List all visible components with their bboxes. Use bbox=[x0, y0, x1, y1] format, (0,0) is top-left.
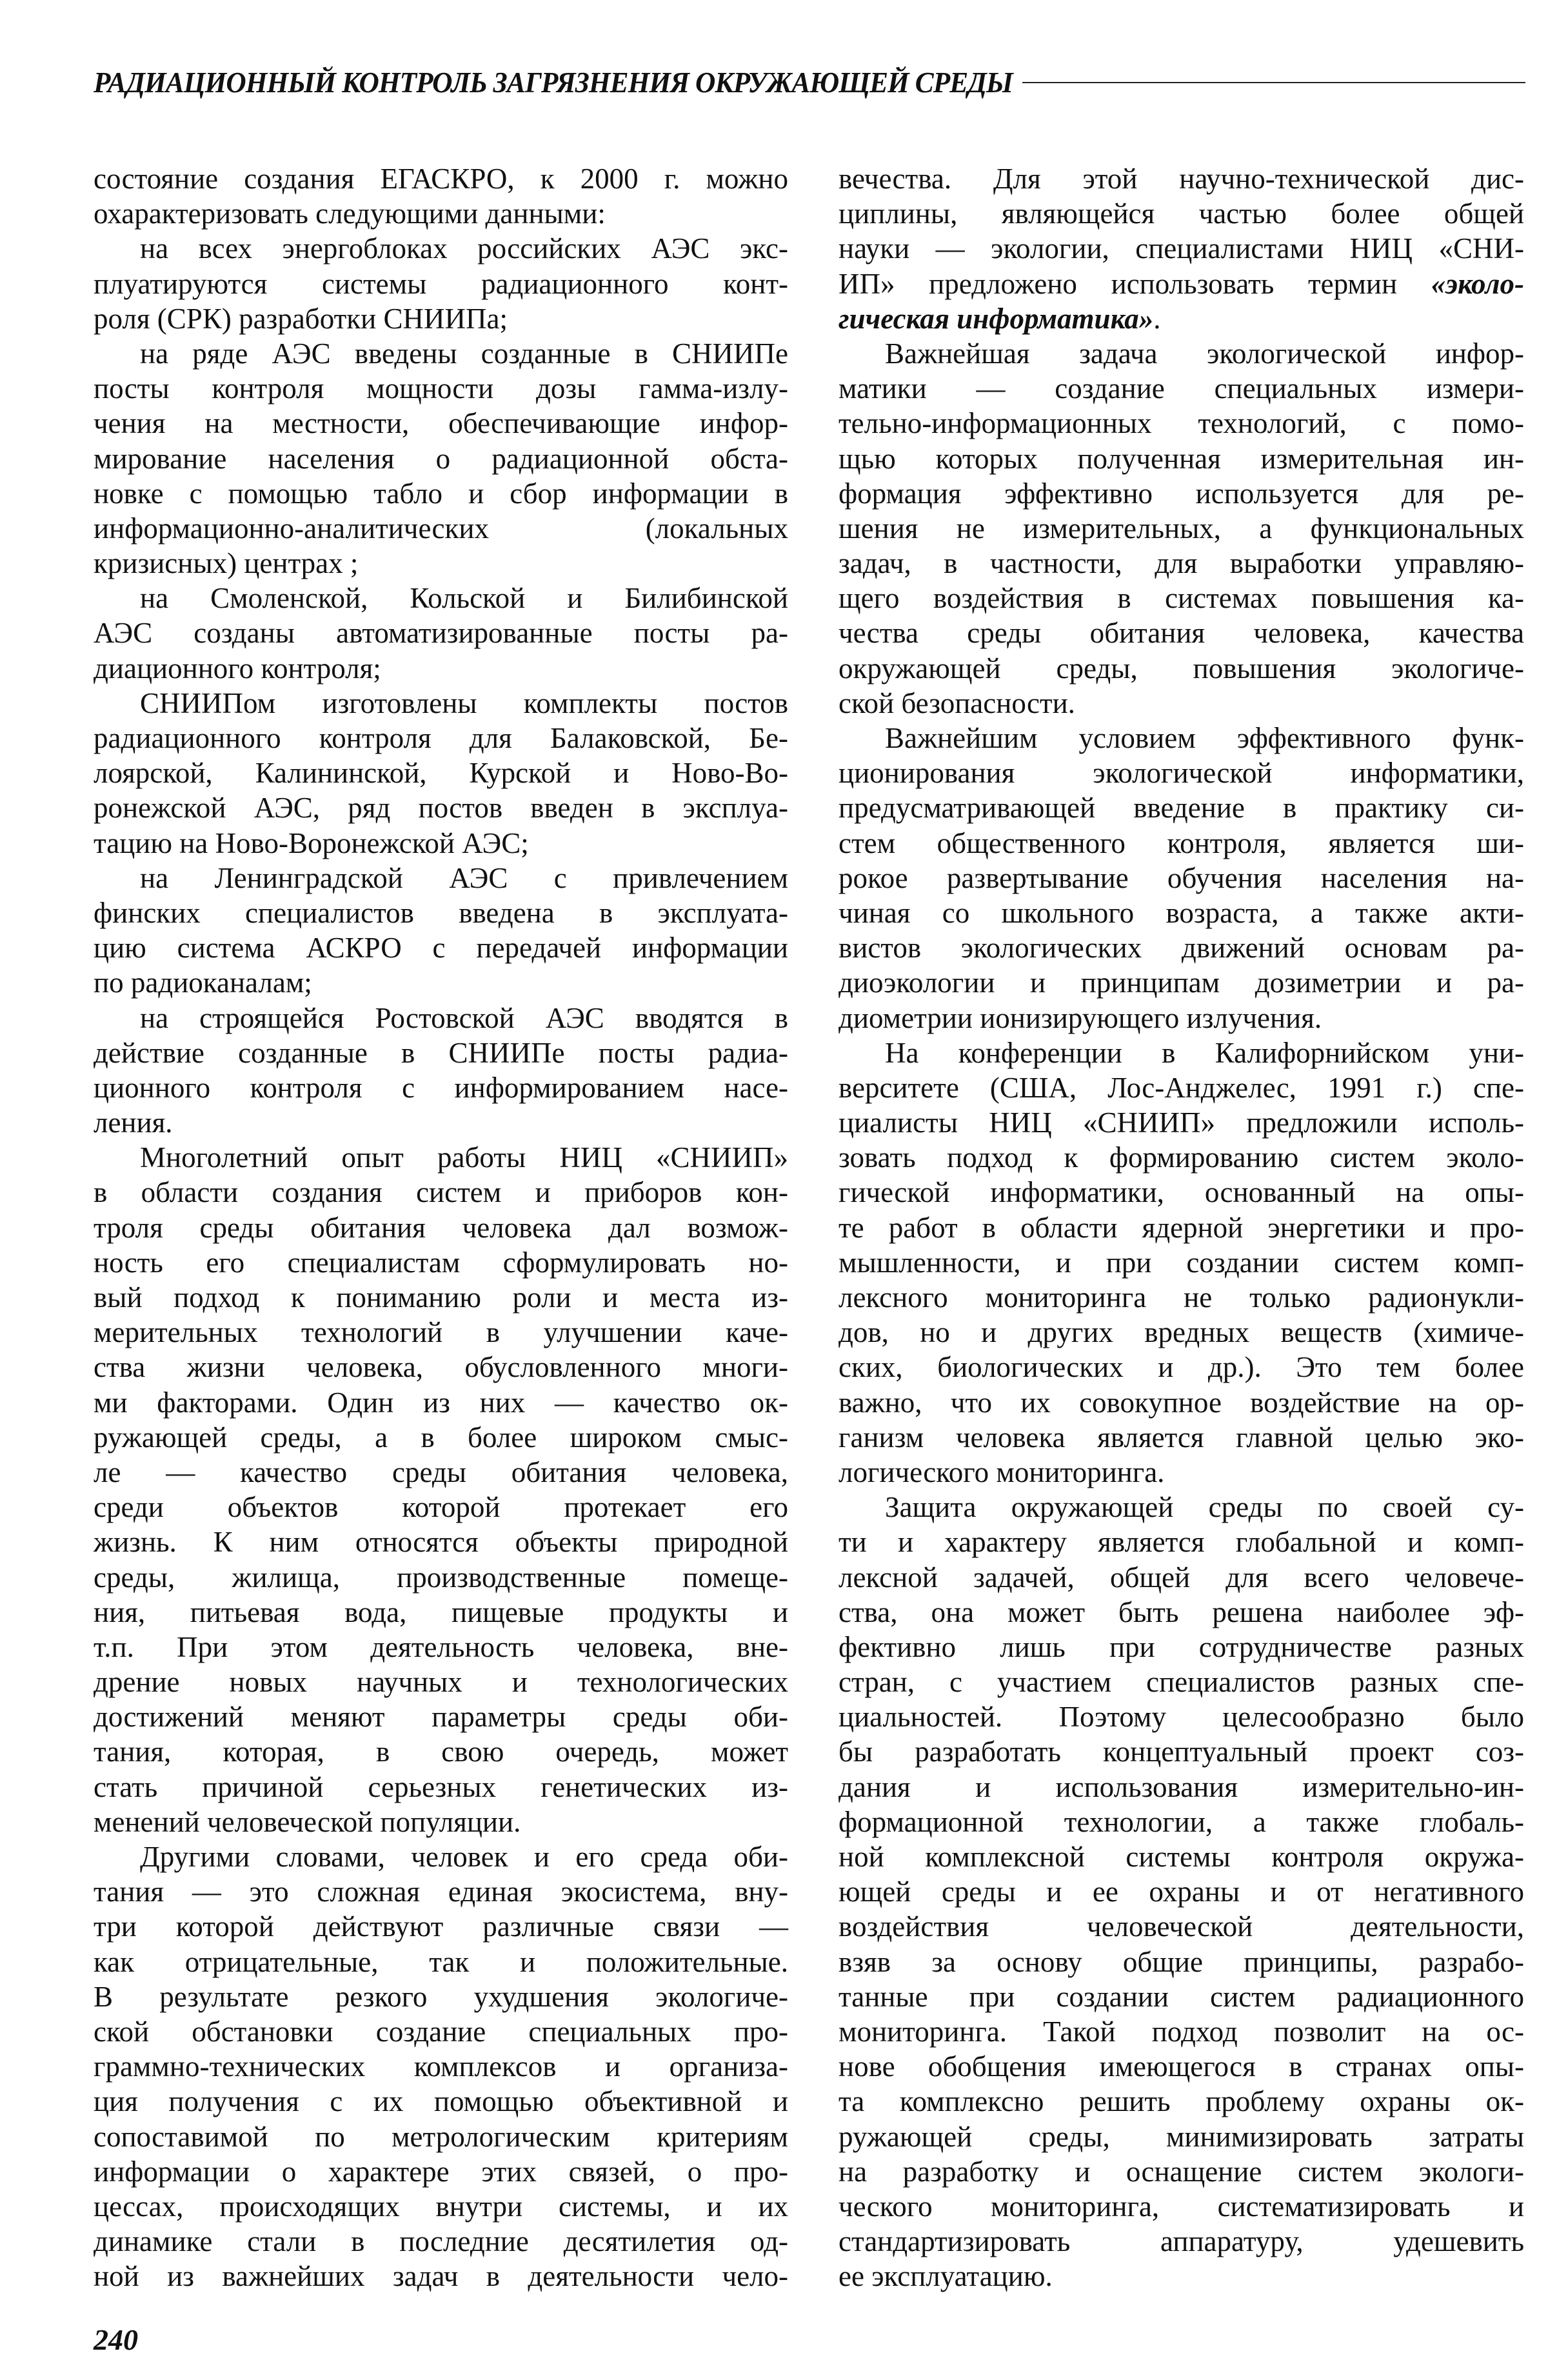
text-line bbox=[838, 1070, 1524, 1105]
line-text: воздействия человеческой деятельности, bbox=[838, 1910, 1524, 1943]
line-text: стран, с участием специалистов разных спе- bbox=[838, 1666, 1524, 1699]
line-text: окружающей среды, повышения экологиче- bbox=[838, 652, 1524, 685]
line-text: мышленности, и при создании систем комп- bbox=[838, 1246, 1524, 1279]
header-rule bbox=[1022, 82, 1525, 83]
text-line bbox=[94, 1699, 788, 1734]
line-text: ность его специалистам сформулировать но- bbox=[94, 1246, 788, 1279]
text-line bbox=[94, 1140, 788, 1175]
paragraph bbox=[838, 336, 1524, 721]
text-line bbox=[94, 1175, 788, 1210]
line-text: лексного мониторинга не только радионукли- bbox=[838, 1281, 1524, 1314]
text-line bbox=[838, 1839, 1524, 1874]
text-line bbox=[94, 336, 788, 371]
text-line bbox=[838, 1210, 1524, 1245]
line-text: радиационного контроля для Балаковской, Бе- bbox=[94, 722, 788, 754]
plain-text: . bbox=[1153, 302, 1161, 335]
line-text: среди объектов которой протекает его bbox=[94, 1491, 788, 1524]
text-line bbox=[838, 755, 1524, 790]
text-line bbox=[838, 1140, 1524, 1175]
text-line bbox=[94, 1839, 788, 1874]
text-line bbox=[838, 476, 1524, 511]
line-text: ющей среды и ее охраны и от негативного bbox=[838, 1875, 1524, 1908]
line-text: дов, но и других вредных веществ (химиче- bbox=[838, 1316, 1524, 1349]
text-line bbox=[94, 1490, 788, 1525]
line-text: чества среды обитания человека, качества bbox=[838, 617, 1524, 650]
line-text: ства жизни человека, обусловленного многи- bbox=[94, 1351, 788, 1384]
text-line bbox=[94, 965, 788, 1000]
line-text: кризисных) центрах ; bbox=[94, 547, 359, 580]
line-text: ле — качество среды обитания человека, bbox=[94, 1455, 788, 1488]
paragraph bbox=[94, 1839, 788, 2294]
text-line bbox=[94, 1945, 788, 1979]
text-line bbox=[838, 511, 1524, 546]
line-text: науки — экологии, специалистами НИЦ «СНИ- bbox=[838, 232, 1524, 265]
line-text: ческого мониторинга, систематизировать и bbox=[838, 2190, 1524, 2223]
text-line bbox=[838, 2084, 1524, 2119]
text-line bbox=[838, 1909, 1524, 1944]
line-text: ления. bbox=[94, 1106, 173, 1139]
line-text: формация эффективно используется для ре- bbox=[838, 477, 1524, 510]
line-text: ганизм человека является главной целью эко- bbox=[838, 1421, 1524, 1454]
text-line bbox=[838, 2014, 1524, 2049]
line-text: ства, она может быть решена наиболее эф- bbox=[838, 1595, 1524, 1628]
text-line bbox=[838, 2154, 1524, 2189]
text-line bbox=[94, 1630, 788, 1665]
text-line bbox=[838, 161, 1524, 196]
text-line bbox=[838, 301, 1524, 336]
text-line bbox=[838, 721, 1524, 755]
text-line bbox=[94, 301, 788, 336]
line-text: вый подход к пониманию роли и места из- bbox=[94, 1281, 788, 1314]
line-text: ее эксплуатацию. bbox=[838, 2260, 1053, 2293]
line-text: роля (СРК) разработки СНИИПа; bbox=[94, 302, 508, 335]
line-text: посты контроля мощности дозы гамма-излу- bbox=[94, 372, 788, 405]
text-line bbox=[838, 2119, 1524, 2154]
text-line bbox=[94, 1909, 788, 1944]
line-text: на строящейся Ростовской АЭС вводятся в bbox=[140, 1001, 788, 1034]
line-text: ской безопасности. bbox=[838, 686, 1075, 719]
text-line bbox=[94, 790, 788, 825]
line-text: стем общественного контроля, является ши- bbox=[838, 826, 1524, 859]
line-text: матики — создание специальных измери- bbox=[838, 372, 1524, 405]
text-line bbox=[94, 1525, 788, 1559]
text-line bbox=[94, 511, 788, 546]
text-line bbox=[94, 2224, 788, 2259]
line-text: плуатируются системы радиационного конт- bbox=[94, 267, 788, 300]
line-text: стандартизировать аппаратуру, удешевить bbox=[838, 2225, 1524, 2258]
paragraph bbox=[838, 1035, 1524, 1490]
text-line bbox=[94, 686, 788, 721]
line-text: новке с помощью табло и сбор информации в bbox=[94, 477, 788, 510]
line-text: щью которых полученная измерительная ин- bbox=[838, 442, 1524, 475]
paragraph bbox=[838, 161, 1524, 336]
text-line bbox=[94, 1979, 788, 2014]
text-line bbox=[94, 1455, 788, 1490]
text-line bbox=[94, 1001, 788, 1035]
paragraph bbox=[94, 1001, 788, 1141]
text-line bbox=[838, 2189, 1524, 2224]
line-text: диоэкологии и принципам дозиметрии и ра- bbox=[838, 966, 1524, 999]
emphasized-term: гическая информатика» bbox=[838, 302, 1154, 335]
text-line bbox=[838, 546, 1524, 581]
line-text: на всех энергоблоках российских АЭС экс- bbox=[140, 232, 788, 265]
line-text: дрение новых научных и технологических bbox=[94, 1666, 788, 1699]
line-text: ционирования экологической информатики, bbox=[838, 757, 1524, 790]
line-text: ской обстановки создание специальных про- bbox=[94, 2015, 788, 2048]
text-line bbox=[838, 1734, 1524, 1769]
line-text: ружающей среды, а в более широком смыс- bbox=[94, 1421, 788, 1454]
paragraph bbox=[94, 686, 788, 861]
line-text: действие созданные в СНИИПе посты радиа- bbox=[94, 1036, 788, 1069]
line-text: ной комплексной системы контроля окружа- bbox=[838, 1841, 1524, 1873]
text-line bbox=[94, 1420, 788, 1455]
text-line bbox=[838, 1350, 1524, 1385]
line-text: чения на местности, обеспечивающие инфор- bbox=[94, 407, 788, 440]
text-line bbox=[838, 861, 1524, 895]
text-line bbox=[94, 651, 788, 686]
text-line bbox=[94, 755, 788, 790]
text-line bbox=[94, 1070, 788, 1105]
text-line bbox=[838, 1490, 1524, 1525]
text-line bbox=[838, 266, 1524, 301]
line-text: На конференции в Калифорнийском уни- bbox=[885, 1036, 1524, 1069]
text-line bbox=[838, 651, 1524, 686]
line-text: Многолетний опыт работы НИЦ «СНИИП» bbox=[140, 1141, 788, 1174]
line-text: цессах, происходящих внутри системы, и их bbox=[94, 2190, 788, 2223]
line-text: зовать подход к формированию систем эколо- bbox=[838, 1141, 1524, 1174]
line-text bbox=[838, 301, 1161, 336]
line-text: тания, которая, в свою очередь, может bbox=[94, 1735, 788, 1768]
line-text: рокое развертывание обучения населения на- bbox=[838, 861, 1524, 894]
text-line bbox=[838, 1175, 1524, 1210]
line-text: по радиоканалам; bbox=[94, 966, 312, 999]
text-line bbox=[838, 1874, 1524, 1909]
page-number: 240 bbox=[94, 2323, 138, 2356]
text-line bbox=[838, 1385, 1524, 1420]
line-text: дания и использования измерительно-ин- bbox=[838, 1770, 1524, 1803]
line-text: ти и характеру является глобальной и комп- bbox=[838, 1526, 1524, 1559]
line-text: чиная со школьного возраста, а также акти- bbox=[838, 896, 1524, 929]
text-line bbox=[94, 2119, 788, 2154]
line-text: динамике стали в последние десятилетия од- bbox=[94, 2225, 788, 2258]
text-line bbox=[838, 1805, 1524, 1839]
text-line bbox=[94, 546, 788, 581]
text-line bbox=[94, 371, 788, 406]
text-column-left bbox=[94, 161, 788, 2294]
line-text: В результате резкого ухудшения экологиче- bbox=[94, 1980, 788, 2013]
text-line bbox=[94, 2049, 788, 2084]
text-line bbox=[838, 581, 1524, 615]
text-line bbox=[94, 1805, 788, 1839]
line-text: логического мониторинга. bbox=[838, 1455, 1165, 1488]
line-text: АЭС созданы автоматизированные посты ра- bbox=[94, 617, 788, 650]
text-line bbox=[838, 1245, 1524, 1280]
text-line bbox=[94, 406, 788, 441]
line-text: ния, питьевая вода, пищевые продукты и bbox=[94, 1595, 788, 1628]
paragraph bbox=[838, 721, 1524, 1035]
text-line bbox=[94, 2154, 788, 2189]
text-line bbox=[838, 2049, 1524, 2084]
line-text: мирование населения о радиационной обста- bbox=[94, 442, 788, 475]
line-text: мерительных технологий в улучшении каче- bbox=[94, 1316, 788, 1349]
paragraph bbox=[94, 231, 788, 336]
line-text: информационно-аналитических (локальных bbox=[94, 512, 788, 545]
text-line bbox=[94, 1385, 788, 1420]
line-text: циплины, являющейся частью более общей bbox=[838, 197, 1524, 230]
line-text: диометрии ионизирующего излучения. bbox=[838, 1001, 1322, 1034]
line-text: Важнейшим условием эффективного функ- bbox=[885, 722, 1524, 754]
line-text: на Ленинградской АЭС с привлечением bbox=[140, 861, 788, 894]
text-line bbox=[838, 371, 1524, 406]
line-text: тельно-информационных технологий, с помо- bbox=[838, 407, 1524, 440]
text-line bbox=[838, 196, 1524, 231]
text-line bbox=[838, 615, 1524, 650]
line-text: вистов экологических движений основам ра- bbox=[838, 932, 1524, 965]
text-line bbox=[838, 895, 1524, 930]
text-line bbox=[838, 1699, 1524, 1734]
text-line bbox=[838, 1595, 1524, 1630]
text-line bbox=[838, 1420, 1524, 1455]
text-line bbox=[94, 826, 788, 861]
running-header bbox=[94, 63, 1013, 102]
text-line bbox=[94, 231, 788, 266]
line-text: жизнь. К ним относятся объекты природной bbox=[94, 1526, 788, 1559]
text-line bbox=[94, 1210, 788, 1245]
text-line bbox=[94, 1595, 788, 1630]
text-line bbox=[838, 1315, 1524, 1350]
line-text: диационного контроля; bbox=[94, 652, 381, 685]
line-text: формационной технологии, а также глобаль- bbox=[838, 1805, 1524, 1838]
text-line bbox=[94, 2014, 788, 2049]
line-text: важно, что их совокупное воздействие на ор- bbox=[838, 1386, 1524, 1419]
text-line bbox=[94, 1350, 788, 1385]
line-text: предусматривающей введение в практику си- bbox=[838, 792, 1524, 825]
text-line bbox=[838, 231, 1524, 266]
text-line bbox=[94, 1560, 788, 1595]
text-line bbox=[838, 930, 1524, 965]
line-text: мониторинга. Такой подход позволит на ос- bbox=[838, 2015, 1524, 2048]
line-text: шения не измерительных, а функциональных bbox=[838, 512, 1524, 545]
line-text: нове обобщения имеющегося в странах опы- bbox=[838, 2050, 1524, 2083]
text-line bbox=[94, 615, 788, 650]
text-column-right bbox=[838, 161, 1524, 2294]
text-line bbox=[94, 196, 788, 231]
text-line bbox=[838, 1455, 1524, 1490]
line-text: ских, биологических и др.). Это тем более bbox=[838, 1351, 1524, 1384]
text-line bbox=[838, 1560, 1524, 1595]
text-line bbox=[838, 965, 1524, 1000]
line-text: Защита окружающей среды по своей су- bbox=[885, 1491, 1524, 1524]
line-text: верситете (США, Лос-Анджелес, 1991 г.) спе- bbox=[838, 1071, 1524, 1104]
text-line bbox=[94, 266, 788, 301]
line-text: цию система АСКРО с передачей информации bbox=[94, 932, 788, 965]
line-text: три которой действуют различные связи — bbox=[94, 1910, 788, 1943]
line-text: на ряде АЭС введены созданные в СНИИПе bbox=[140, 337, 788, 370]
text-line bbox=[94, 1035, 788, 1070]
line-text: те работ в области ядерной энергетики и про- bbox=[838, 1211, 1524, 1244]
line-text: менений человеческой популяции. bbox=[94, 1805, 521, 1838]
text-line bbox=[94, 1734, 788, 1769]
line-text: СНИИПом изготовлены комплекты постов bbox=[140, 686, 788, 719]
text-line bbox=[838, 790, 1524, 825]
text-line bbox=[838, 2224, 1524, 2259]
line-text: лоярской, Калининской, Курской и Ново-Во- bbox=[94, 757, 788, 790]
text-line bbox=[838, 336, 1524, 371]
text-line bbox=[838, 1945, 1524, 1979]
line-text: троля среды обитания человека дал возмож- bbox=[94, 1211, 788, 1244]
paragraph bbox=[94, 161, 788, 231]
text-line bbox=[838, 1770, 1524, 1805]
line-text: циальностей. Поэтому целесообразно было bbox=[838, 1701, 1524, 1734]
line-text: достижений меняют параметры среды оби- bbox=[94, 1701, 788, 1734]
line-text: в области создания систем и приборов кон- bbox=[94, 1176, 788, 1209]
text-line bbox=[838, 1665, 1524, 1699]
line-text: танные при создании систем радиационного bbox=[838, 1980, 1524, 2013]
text-line bbox=[94, 1245, 788, 1280]
text-line bbox=[94, 1105, 788, 1140]
text-line bbox=[94, 721, 788, 755]
text-line bbox=[94, 2259, 788, 2294]
line-text: щего воздействия в системах повышения ка- bbox=[838, 582, 1524, 615]
text-line bbox=[94, 2189, 788, 2224]
paragraph bbox=[838, 1490, 1524, 2294]
line-text: информации о характере этих связей, о про- bbox=[94, 2155, 788, 2188]
line-text: граммно-технических комплексов и организа- bbox=[94, 2050, 788, 2083]
emphasized-term: «эколо- bbox=[1431, 267, 1524, 300]
line-text: ционного контроля с информированием насе- bbox=[94, 1071, 788, 1104]
paragraph bbox=[94, 581, 788, 686]
text-line bbox=[838, 1035, 1524, 1070]
line-text: лексной задачей, общей для всего человече- bbox=[838, 1561, 1524, 1594]
plain-text: ИП» предложено использовать термин bbox=[838, 267, 1431, 300]
text-line bbox=[838, 1105, 1524, 1140]
paragraph bbox=[94, 336, 788, 581]
line-text: ция получения с их помощью объективной и bbox=[94, 2085, 788, 2118]
text-line bbox=[94, 476, 788, 511]
line-text: т.п. При этом деятельность человека, вне- bbox=[94, 1630, 788, 1663]
line-text: Важнейшая задача экологической инфор- bbox=[885, 337, 1524, 370]
line-text: циалисты НИЦ «СНИИП» предложили исполь- bbox=[838, 1106, 1524, 1139]
line-text: на Смоленской, Кольской и Билибинской bbox=[140, 582, 788, 615]
text-line bbox=[838, 2259, 1524, 2294]
line-text: на разработку и оснащение систем экологи- bbox=[838, 2155, 1524, 2188]
line-text: взяв за основу общие принципы, разрабо- bbox=[838, 1945, 1524, 1978]
line-text: ми факторами. Один из них — качество ок- bbox=[94, 1386, 788, 1419]
text-line bbox=[94, 1665, 788, 1699]
text-line bbox=[94, 441, 788, 476]
line-text bbox=[838, 266, 1524, 301]
line-text: фективно лишь при сотрудничестве разных bbox=[838, 1630, 1524, 1663]
text-line bbox=[94, 581, 788, 615]
text-line bbox=[94, 930, 788, 965]
line-text: среды, жилища, производственные помеще- bbox=[94, 1561, 788, 1594]
text-line bbox=[94, 1280, 788, 1315]
text-line bbox=[838, 1280, 1524, 1315]
paragraph bbox=[94, 1140, 788, 1839]
line-text: тацию на Ново-Воронежской АЭС; bbox=[94, 826, 529, 859]
line-text: ружающей среды, минимизировать затраты bbox=[838, 2120, 1524, 2153]
text-line bbox=[838, 406, 1524, 441]
line-text: финских специалистов введена в эксплуата- bbox=[94, 896, 788, 929]
text-line bbox=[94, 2084, 788, 2119]
paragraph bbox=[94, 861, 788, 1001]
line-text: задач, в частности, для выработки управляю- bbox=[838, 547, 1524, 580]
line-text: гической информатики, основанный на опы- bbox=[838, 1176, 1524, 1209]
text-line bbox=[838, 686, 1524, 721]
text-line bbox=[838, 1630, 1524, 1665]
text-line bbox=[94, 1315, 788, 1350]
line-text: как отрицательные, так и положительные. bbox=[94, 1945, 788, 1978]
line-text: ронежской АЭС, ряд постов введен в эксплуа- bbox=[94, 792, 788, 825]
line-text: сопоставимой по метрологическим критериям bbox=[94, 2120, 788, 2153]
line-text: бы разработать концептуальный проект соз- bbox=[838, 1735, 1524, 1768]
text-line bbox=[838, 1979, 1524, 2014]
text-line bbox=[838, 441, 1524, 476]
text-line bbox=[94, 1874, 788, 1909]
line-text: ной из важнейших задач в деятельности чело- bbox=[94, 2260, 788, 2293]
text-line bbox=[94, 1770, 788, 1805]
line-text: тания — это сложная единая экосистема, вну- bbox=[94, 1875, 788, 1908]
line-text: стать причиной серьезных генетических из- bbox=[94, 1770, 788, 1803]
text-line bbox=[838, 1001, 1524, 1035]
line-text: вечества. Для этой научно-технической дис- bbox=[838, 163, 1524, 195]
line-text: Другими словами, человек и его среда оби- bbox=[140, 1841, 788, 1873]
line-text: охарактеризовать следующими данными: bbox=[94, 197, 606, 230]
text-line bbox=[94, 161, 788, 196]
text-line bbox=[94, 895, 788, 930]
text-line bbox=[838, 1525, 1524, 1559]
text-line bbox=[94, 861, 788, 895]
line-text: состояние создания ЕГАСКРО, к 2000 г. можно bbox=[94, 163, 788, 195]
running-header-title: РАДИАЦИОННЫЙ КОНТРОЛЬ ЗАГРЯЗНЕНИЯ ОКРУЖАЮЩЕЙ СРЕДЫ bbox=[94, 66, 1013, 99]
text-line bbox=[838, 826, 1524, 861]
line-text: та комплексно решить проблему охраны ок- bbox=[838, 2085, 1524, 2118]
